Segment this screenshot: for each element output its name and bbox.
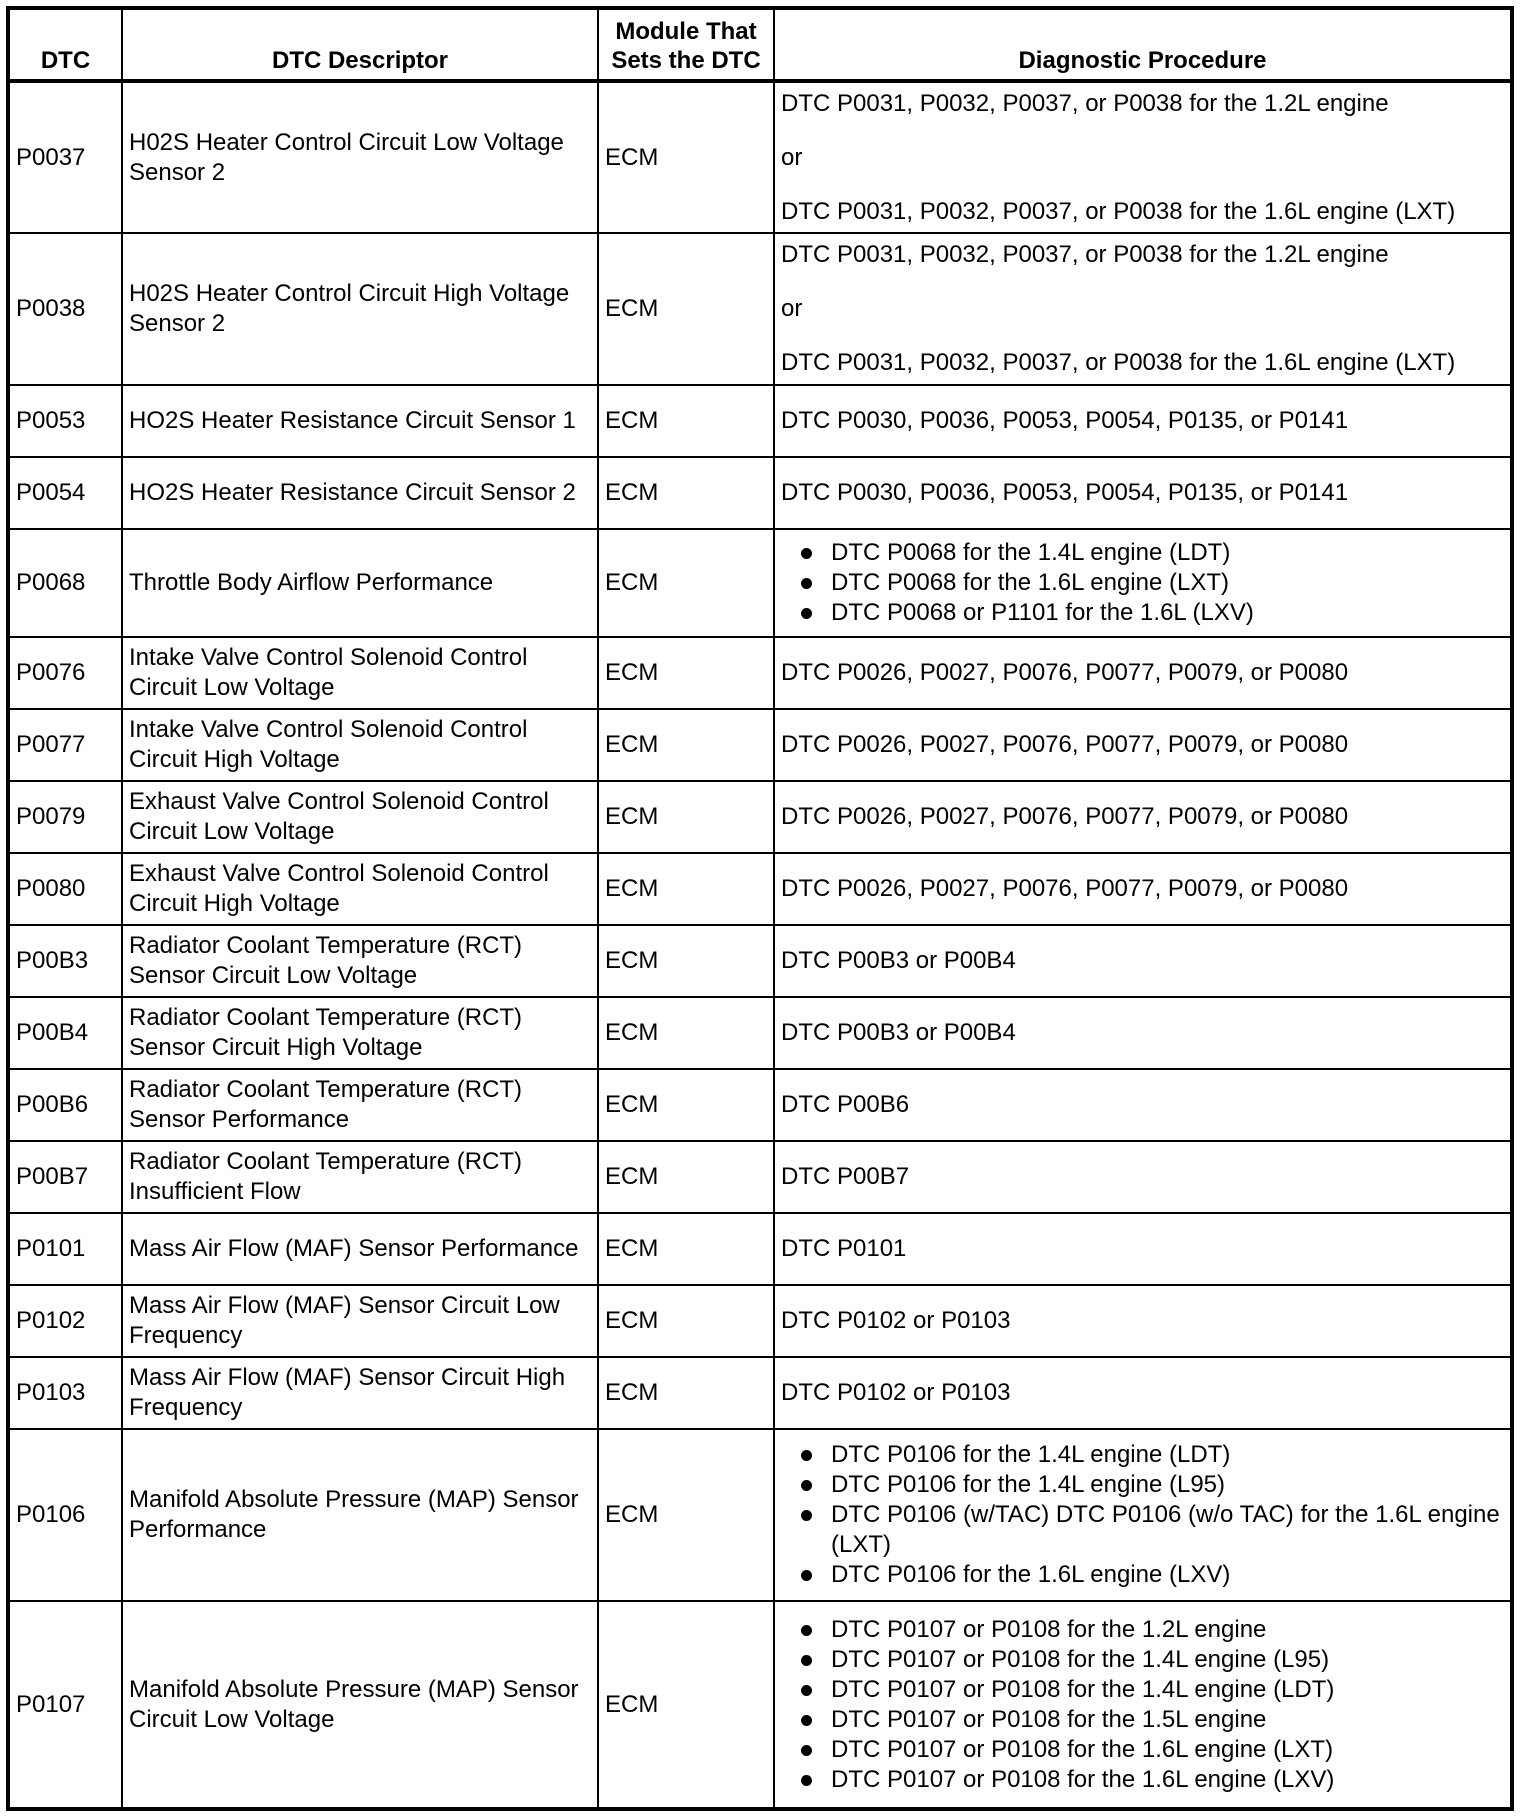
- table-row: [8, 925, 1512, 997]
- module-cell: ECM: [598, 853, 774, 925]
- dtc-descriptor-cell: Radiator Coolant Temperature (RCT) Sensor Performance: [122, 1069, 598, 1141]
- module-cell: ECM: [598, 81, 774, 233]
- procedure-text: DTC P00B3 or P00B4: [781, 1019, 1016, 1046]
- procedure-bullet-item: DTC P0106 for the 1.4L engine (L95): [799, 1470, 1504, 1500]
- dtc-code-cell: P0101: [8, 1213, 122, 1285]
- dtc-descriptor-cell: Mass Air Flow (MAF) Sensor Circuit High Frequency: [122, 1357, 598, 1429]
- dtc-code-cell: P0107: [8, 1601, 122, 1809]
- table-row: [8, 853, 1512, 925]
- header-descriptor: DTC Descriptor: [122, 8, 598, 81]
- dtc-descriptor-cell: Intake Valve Control Solenoid Control Circuit High Voltage: [122, 709, 598, 781]
- module-cell: ECM: [598, 1213, 774, 1285]
- dtc-code-cell: P0053: [8, 385, 122, 457]
- dtc-code-cell: P00B3: [8, 925, 122, 997]
- dtc-descriptor-cell: HO2S Heater Resistance Circuit Sensor 1: [122, 385, 598, 457]
- dtc-descriptor-cell: Manifold Absolute Pressure (MAP) Sensor Performance: [122, 1429, 598, 1601]
- procedure-bullet-list: [781, 538, 1504, 628]
- table-body: [8, 81, 1512, 1809]
- dtc-descriptor-cell: H02S Heater Control Circuit Low Voltage Sensor 2: [122, 81, 598, 233]
- procedure-text: DTC P0026, P0027, P0076, P0077, P0079, or P0080: [781, 659, 1349, 686]
- table-header: [8, 8, 1512, 81]
- dtc-descriptor-cell: H02S Heater Control Circuit High Voltage Sensor 2: [122, 233, 598, 385]
- diagnostic-procedure-cell: [774, 385, 1512, 457]
- procedure-text: DTC P0026, P0027, P0076, P0077, P0079, or P0080: [781, 731, 1349, 758]
- dtc-descriptor-cell: Radiator Coolant Temperature (RCT) Insufficient Flow: [122, 1141, 598, 1213]
- dtc-code-cell: P00B6: [8, 1069, 122, 1141]
- dtc-descriptor-cell: Intake Valve Control Solenoid Control Circuit Low Voltage: [122, 637, 598, 709]
- dtc-code-cell: P0077: [8, 709, 122, 781]
- dtc-code-cell: P0102: [8, 1285, 122, 1357]
- procedure-bullet-item: DTC P0107 or P0108 for the 1.4L engine (LDT): [799, 1675, 1504, 1705]
- dtc-code-cell: P0080: [8, 853, 122, 925]
- dtc-descriptor-cell: Throttle Body Airflow Performance: [122, 529, 598, 637]
- diagnostic-procedure-cell: [774, 1285, 1512, 1357]
- procedure-text: DTC P0102 or P0103: [781, 1379, 1011, 1406]
- dtc-descriptor-cell: Mass Air Flow (MAF) Sensor Circuit Low Frequency: [122, 1285, 598, 1357]
- table-row: [8, 385, 1512, 457]
- dtc-code-cell: P00B7: [8, 1141, 122, 1213]
- procedure-text: DTC P0030, P0036, P0053, P0054, P0135, or P0141: [781, 407, 1349, 434]
- table-row: [8, 1213, 1512, 1285]
- diagnostic-procedure-cell: [774, 1429, 1512, 1601]
- diagnostic-procedure-cell: [774, 81, 1512, 233]
- procedure-line: DTC P0031, P0032, P0037, or P0038 for the 1.2L engine: [781, 241, 1389, 268]
- dtc-table: [6, 6, 1514, 1811]
- diagnostic-procedure-cell: [774, 1213, 1512, 1285]
- module-cell: ECM: [598, 1069, 774, 1141]
- module-cell: ECM: [598, 385, 774, 457]
- diagnostic-procedure-cell: [774, 457, 1512, 529]
- diagnostic-procedure-cell: [774, 637, 1512, 709]
- procedure-bullet-list: [781, 1615, 1504, 1795]
- dtc-descriptor-cell: HO2S Heater Resistance Circuit Sensor 2: [122, 457, 598, 529]
- module-cell: ECM: [598, 1357, 774, 1429]
- module-cell: ECM: [598, 233, 774, 385]
- procedure-bullet-item: DTC P0107 or P0108 for the 1.6L engine (LXT): [799, 1735, 1504, 1765]
- procedure-bullet-item: DTC P0106 (w/TAC) DTC P0106 (w/o TAC) for the 1.6L engine (LXT): [799, 1500, 1504, 1560]
- dtc-code-cell: P0079: [8, 781, 122, 853]
- table-row: [8, 1429, 1512, 1601]
- diagnostic-procedure-cell: [774, 1601, 1512, 1809]
- dtc-descriptor-cell: Exhaust Valve Control Solenoid Control Circuit High Voltage: [122, 853, 598, 925]
- dtc-descriptor-cell: Mass Air Flow (MAF) Sensor Performance: [122, 1213, 598, 1285]
- procedure-bullet-item: DTC P0106 for the 1.4L engine (LDT): [799, 1440, 1504, 1470]
- header-dtc: DTC: [8, 8, 122, 81]
- dtc-code-cell: P0037: [8, 81, 122, 233]
- module-cell: ECM: [598, 457, 774, 529]
- module-cell: ECM: [598, 997, 774, 1069]
- header-module: Module That Sets the DTC: [598, 8, 774, 81]
- procedure-bullet-item: DTC P0068 for the 1.4L engine (LDT): [799, 538, 1504, 568]
- procedure-bullet-item: DTC P0107 or P0108 for the 1.6L engine (LXV): [799, 1765, 1504, 1795]
- procedure-bullet-list: [781, 1440, 1504, 1590]
- diagnostic-procedure-cell: [774, 781, 1512, 853]
- table-row: [8, 1601, 1512, 1809]
- dtc-code-cell: P0068: [8, 529, 122, 637]
- procedure-line: DTC P0031, P0032, P0037, or P0038 for the 1.2L engine: [781, 89, 1389, 117]
- procedure-text: DTC P0026, P0027, P0076, P0077, P0079, or P0080: [781, 875, 1349, 902]
- diagnostic-procedure-cell: [774, 1141, 1512, 1213]
- procedure-text: DTC P00B3 or P00B4: [781, 947, 1016, 974]
- table-row: [8, 1069, 1512, 1141]
- diagnostic-procedure-cell: [774, 1069, 1512, 1141]
- procedure-text: DTC P0101: [781, 1235, 907, 1262]
- table-row: [8, 81, 1512, 233]
- table-row: [8, 1357, 1512, 1429]
- procedure-text: DTC P0030, P0036, P0053, P0054, P0135, or P0141: [781, 479, 1349, 506]
- diagnostic-procedure-cell: [774, 853, 1512, 925]
- procedure-bullet-item: DTC P0068 or P1101 for the 1.6L (LXV): [799, 598, 1504, 628]
- dtc-descriptor-cell: Radiator Coolant Temperature (RCT) Sensor Circuit High Voltage: [122, 997, 598, 1069]
- dtc-code-cell: P0076: [8, 637, 122, 709]
- table-row: [8, 1285, 1512, 1357]
- dtc-code-cell: P0106: [8, 1429, 122, 1601]
- procedure-text: DTC P0026, P0027, P0076, P0077, P0079, or P0080: [781, 803, 1349, 830]
- procedure-line: DTC P0031, P0032, P0037, or P0038 for the 1.6L engine (LXT): [781, 349, 1456, 376]
- table-row: [8, 637, 1512, 709]
- module-cell: ECM: [598, 1141, 774, 1213]
- diagnostic-procedure-cell: [774, 709, 1512, 781]
- module-cell: ECM: [598, 637, 774, 709]
- dtc-table-container: [6, 6, 1514, 1811]
- diagnostic-procedure-cell: [774, 233, 1512, 385]
- table-row: [8, 781, 1512, 853]
- procedure-bullet-item: DTC P0107 or P0108 for the 1.5L engine: [799, 1705, 1504, 1735]
- diagnostic-procedure-cell: [774, 925, 1512, 997]
- module-cell: ECM: [598, 781, 774, 853]
- diagnostic-procedure-cell: [774, 529, 1512, 637]
- procedure-bullet-item: DTC P0107 or P0108 for the 1.4L engine (L95): [799, 1645, 1504, 1675]
- dtc-descriptor-cell: Manifold Absolute Pressure (MAP) Sensor Circuit Low Voltage: [122, 1601, 598, 1809]
- procedure-or-text: or: [781, 143, 803, 171]
- dtc-descriptor-cell: Radiator Coolant Temperature (RCT) Sensor Circuit Low Voltage: [122, 925, 598, 997]
- procedure-text: DTC P0102 or P0103: [781, 1307, 1011, 1334]
- table-row: [8, 529, 1512, 637]
- dtc-code-cell: P0038: [8, 233, 122, 385]
- module-cell: ECM: [598, 709, 774, 781]
- dtc-descriptor-cell: Exhaust Valve Control Solenoid Control Circuit Low Voltage: [122, 781, 598, 853]
- module-cell: ECM: [598, 529, 774, 637]
- module-cell: ECM: [598, 925, 774, 997]
- header-procedure: Diagnostic Procedure: [774, 8, 1512, 81]
- procedure-line: DTC P0031, P0032, P0037, or P0038 for the 1.6L engine (LXT): [781, 197, 1456, 225]
- procedure-text: DTC P00B6: [781, 1091, 910, 1118]
- table-row: [8, 1141, 1512, 1213]
- procedure-bullet-item: DTC P0106 for the 1.6L engine (LXV): [799, 1560, 1504, 1590]
- table-row: [8, 233, 1512, 385]
- dtc-code-cell: P0103: [8, 1357, 122, 1429]
- module-cell: ECM: [598, 1285, 774, 1357]
- procedure-bullet-item: DTC P0068 for the 1.6L engine (LXT): [799, 568, 1504, 598]
- diagnostic-procedure-cell: [774, 1357, 1512, 1429]
- table-row: [8, 457, 1512, 529]
- procedure-text: DTC P00B7: [781, 1163, 910, 1190]
- diagnostic-procedure-cell: [774, 997, 1512, 1069]
- table-row: [8, 997, 1512, 1069]
- module-cell: ECM: [598, 1601, 774, 1809]
- procedure-or-text: or: [781, 295, 803, 322]
- table-row: [8, 709, 1512, 781]
- dtc-code-cell: P00B4: [8, 997, 122, 1069]
- module-cell: ECM: [598, 1429, 774, 1601]
- procedure-bullet-item: DTC P0107 or P0108 for the 1.2L engine: [799, 1615, 1504, 1645]
- dtc-code-cell: P0054: [8, 457, 122, 529]
